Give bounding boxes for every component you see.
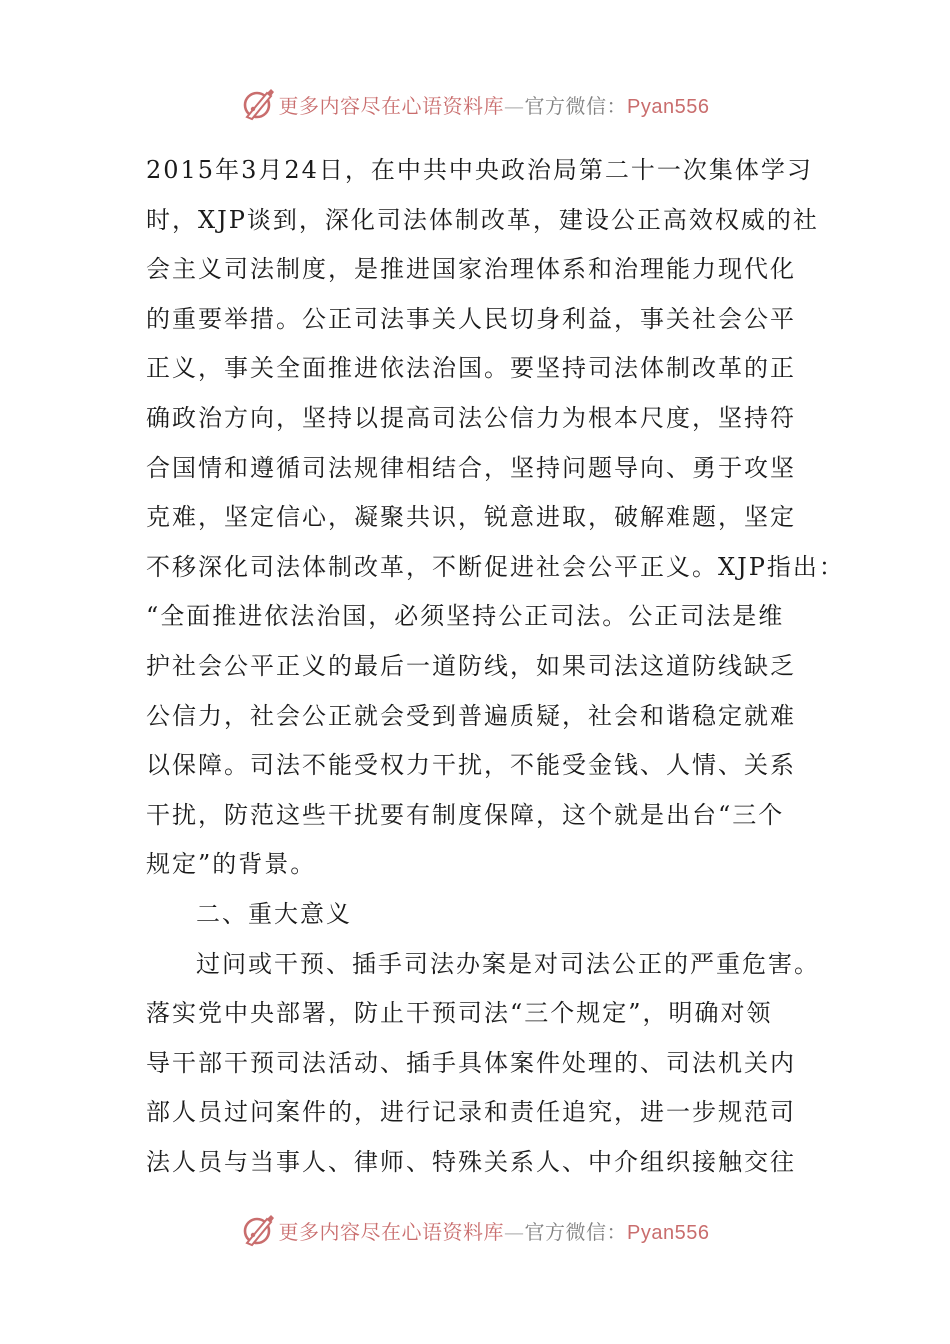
body-line: 干扰，防范这些干扰要有制度保障，这个就是出台“三个	[146, 800, 785, 829]
body-line: 会主义司法制度，是推进国家治理体系和治理能力现代化	[146, 255, 796, 284]
banner-separator: —	[504, 1219, 525, 1244]
body-line: 正义，事关全面推进依法治国。要坚持司法体制改革的正	[146, 354, 796, 383]
footer-banner	[0, 1210, 950, 1250]
body-line: 合国情和遵循司法规律相结合，坚持问题导向、勇于攻坚	[146, 453, 796, 482]
body-line: 时，XJP谈到，深化司法体制改革，建设公正高效权威的社	[146, 205, 819, 234]
body-line: 公信力，社会公正就会受到普遍质疑，社会和谐稳定就难	[146, 701, 796, 730]
body-line: 护社会公平正义的最后一道防线，如果司法这道防线缺乏	[146, 651, 796, 680]
banner-brand-text: 更多内容尽在心语资料库	[278, 93, 505, 118]
body-line: 规定”的背景。	[146, 850, 317, 879]
document-body	[146, 146, 845, 1187]
body-line: 2015年3月24日，在中共中央政治局第二十一次集体学习	[146, 156, 813, 184]
body-line: 部人员过问案件的，进行记录和责任追究，进一步规范司	[146, 1098, 796, 1127]
body-line: 导干部干预司法活动、插手具体案件处理的、司法机关内	[146, 1048, 796, 1077]
body-line: 克难，坚定信心，凝聚共识，锐意进取，破解难题，坚定	[146, 503, 796, 532]
pen-circle-logo-icon	[241, 1213, 275, 1247]
banner-official-label: 官方微信：	[524, 93, 628, 118]
body-line: 不移深化司法体制改革，不断促进社会公平正义。XJP指出：	[146, 552, 845, 581]
body-line: 过问或干预、插手司法办案是对司法公正的严重危害。	[196, 949, 820, 978]
body-line: 法人员与当事人、律师、特殊关系人、中介组织接触交往	[146, 1147, 796, 1176]
banner-official-label: 官方微信：	[524, 1219, 628, 1244]
header-banner	[0, 84, 950, 124]
banner-wechat-id: Pyan556	[627, 95, 710, 118]
body-line: 落实党中央部署，防止干预司法“三个规定”，明确对领	[146, 999, 773, 1028]
body-line: “全面推进依法治国，必须坚持公正司法。公正司法是维	[146, 602, 785, 631]
body-line: 确政治方向，坚持以提高司法公信力为根本尺度，坚持符	[146, 403, 796, 432]
banner-separator: —	[504, 93, 525, 118]
body-line: 以保障。司法不能受权力干扰，不能受金钱、人情、关系	[146, 751, 796, 780]
section-heading: 二、重大意义	[196, 899, 352, 928]
body-line: 的重要举措。公正司法事关人民切身利益，事关社会公平	[146, 304, 796, 333]
banner-wechat-id: Pyan556	[627, 1221, 710, 1244]
pen-circle-logo-icon	[241, 87, 275, 121]
banner-brand-text: 更多内容尽在心语资料库	[278, 1219, 505, 1244]
